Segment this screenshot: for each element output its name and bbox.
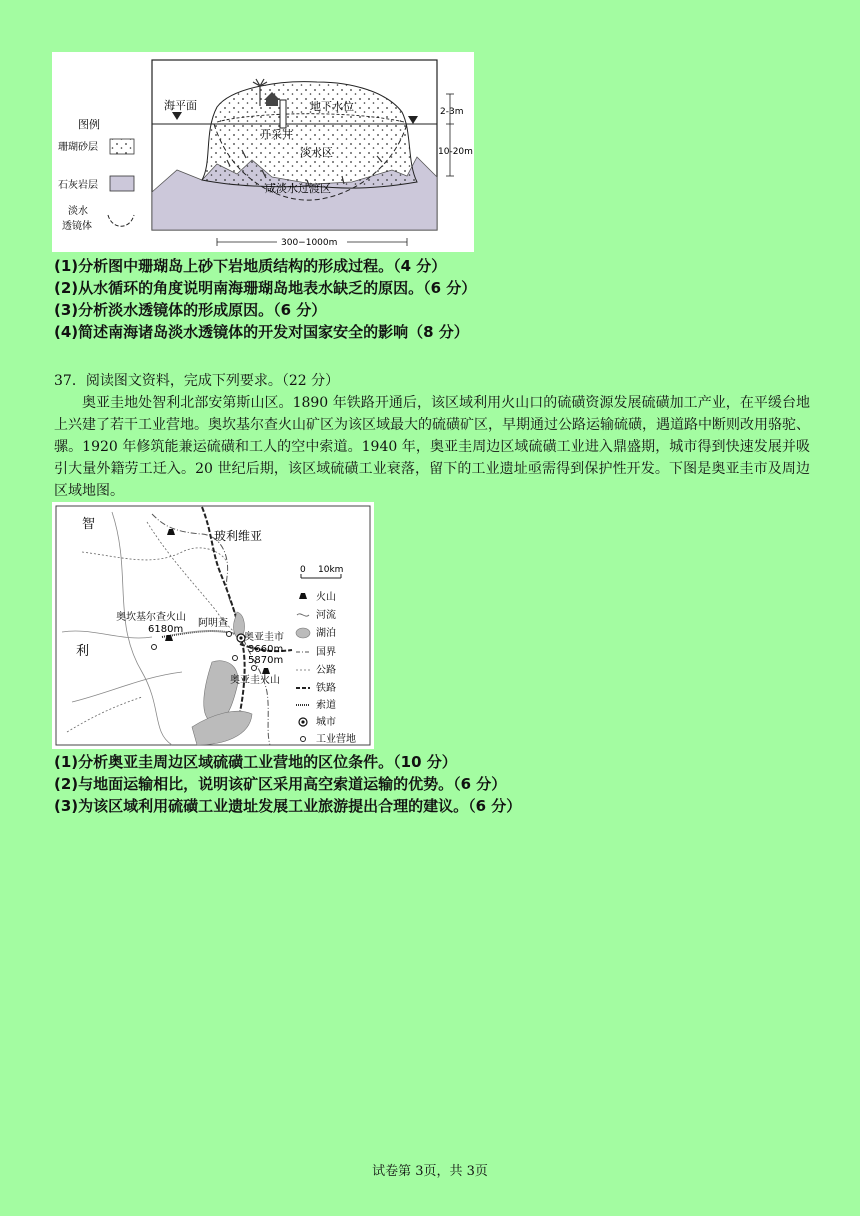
q37-item-3: (3)为该区域利用硫磺工业遗址发展工业旅游提出合理的建议。（6 分） xyxy=(54,797,522,815)
city-label: 奥亚圭市 xyxy=(244,632,284,643)
q36-item-3: (3)分析淡水透镜体的形成原因。（6 分） xyxy=(54,301,327,319)
legend-limestone-label: 石灰岩层 xyxy=(58,180,98,191)
depth-total-label: 10-20m xyxy=(438,147,473,157)
q37-heading: 37．阅读图文资料，完成下列要求。（22 分） xyxy=(54,373,340,389)
camp-marker xyxy=(252,666,257,671)
camp-marker xyxy=(233,656,238,661)
volcano-ollague-elev: 5870m xyxy=(248,655,284,666)
fresh-zone-label: 淡水区 xyxy=(300,146,333,159)
q36-item-1: (1)分析图中珊瑚岛上砂下岩地质结构的形成过程。（4 分） xyxy=(54,257,447,275)
q37-item-2: (2)与地面运输相比，说明该矿区采用高空索道运输的优势。（6 分） xyxy=(54,775,507,793)
country-chile-label-1: 智 xyxy=(82,517,96,532)
camp-marker xyxy=(227,632,232,637)
page-footer: 试卷第 3页，共 3页 xyxy=(372,1164,488,1179)
volcano-aucanquilcha-elev: 6180m xyxy=(148,624,184,635)
groundwater-label: 地下水位 xyxy=(310,100,354,113)
legend-limestone-swatch xyxy=(110,176,134,191)
legend-sand-label: 珊瑚砂层 xyxy=(58,142,98,153)
coral-island-diagram xyxy=(52,52,474,252)
country-chile-label-2: 利 xyxy=(76,644,90,659)
legend-cableway: 索道 xyxy=(316,700,336,711)
depth-top-label: 2-3m xyxy=(440,107,464,117)
legend-fresh-label: 淡水 xyxy=(68,206,88,217)
volcano-ollague-marker xyxy=(262,668,270,674)
legend-title: 图例 xyxy=(78,118,100,131)
volcano-ollague-label: 奥亚圭火山 xyxy=(230,675,280,686)
width-label: 300−1000m xyxy=(281,238,338,248)
scale-zero: 0 xyxy=(300,565,306,575)
amincha-label: 阿明查 xyxy=(198,618,228,629)
legend-sand-swatch xyxy=(110,139,134,154)
q37-item-1: (1)分析奥亚圭周边区域硫磺工业营地的区位条件。（10 分） xyxy=(54,753,457,771)
q36-item-2: (2)从水循环的角度说明南海珊瑚岛地表水缺乏的原因。（6 分） xyxy=(54,279,477,297)
legend-city: 城市 xyxy=(316,717,336,728)
legend-road: 公路 xyxy=(316,665,336,676)
well-label: 开采井 xyxy=(260,128,293,141)
country-bolivia-label: 玻利维亚 xyxy=(214,529,263,543)
city-elev: 3660m xyxy=(248,644,284,655)
ollague-map xyxy=(52,502,374,749)
q36-item-4: (4)简述南海诸岛淡水透镜体的开发对国家安全的影响（8 分） xyxy=(54,323,469,341)
q37-paragraph: 奥亚圭地处智利北部安第斯山区。1890 年铁路开通后，该区域利用火山口的硫磺资源发展硫磺加工产业，在平缓台地上兴建了若干工业营地。奥坎基尔查火山矿区为该区域最大的硫磺矿区，早期通过公路运输硫磺，遇道路中断则改用骆驼、骡。1920 年修筑能兼运硫磺和工人的空中索道。1940 年，奥亚圭周边区域硫磺工业进入鼎盛期，城市得到快速发展并吸引大量外籍劳工迁入。20 世纪后期，该区域硫磺工业衰落，留下的工业遗址亟需得到保护性开发。下图是奥亚圭市及周边区域地图。 xyxy=(54,395,810,499)
legend-volcano: 火山 xyxy=(316,592,336,603)
volcano-aucanquilcha-label: 奥坎基尔查火山 xyxy=(116,612,186,623)
legend-railway: 铁路 xyxy=(316,683,336,694)
legend-lens-label: 透镜体 xyxy=(62,221,92,232)
volcano-north-marker xyxy=(167,529,175,535)
legend-camp: 工业营地 xyxy=(316,734,356,745)
legend-lake: 湖泊 xyxy=(316,628,336,639)
transition-zone-label: 咸淡水过渡区 xyxy=(265,182,331,195)
legend-border: 国界 xyxy=(316,647,336,658)
camp-marker xyxy=(152,645,157,650)
scale-ten: 10km xyxy=(318,565,344,575)
legend-lens-symbol xyxy=(108,215,134,226)
legend-river: 河流 xyxy=(316,610,336,621)
sea-level-label: 海平面 xyxy=(164,99,197,112)
